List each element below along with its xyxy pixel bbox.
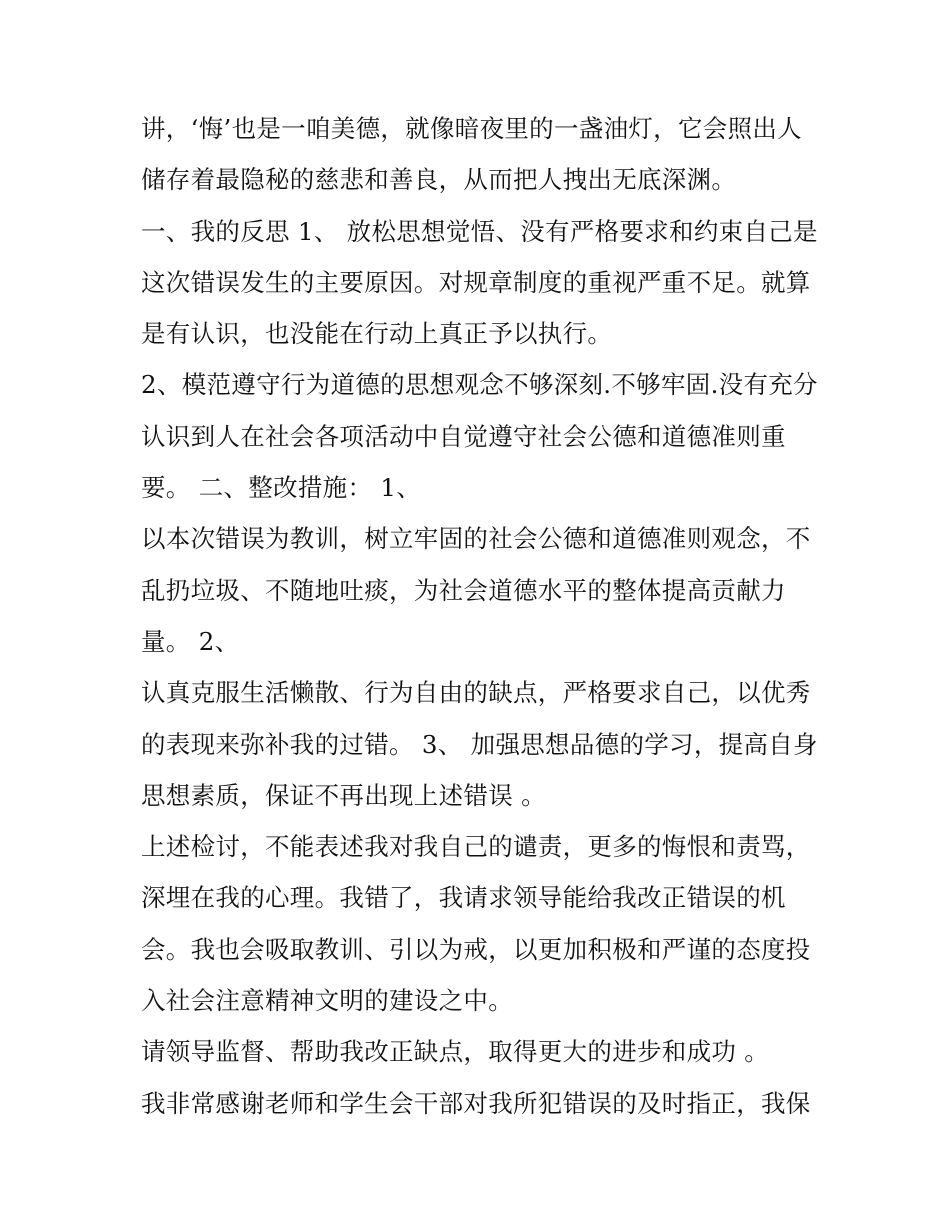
text-line: 深埋在我的心理。我错了，我请求领导能给我改正错误的机 [141,883,786,913]
text-line: 认真克服生活懒散、行为自由的缺点，严格要求自己，以优秀 [141,678,811,708]
text-line: 的表现来弥补我的过错。 3、 加强思想品德的学习，提高自身 [141,729,818,759]
document-body [141,103,821,1129]
text-line: 以本次错误为教训，树立牢固的社会公德和道德准则观念，不 [141,524,811,554]
text-line: 会。我也会吸取教训、引以为戒，以更加积极和严谨的态度投 [141,934,811,964]
text-line: 一、我的反思 1、 放松思想觉悟、没有严格要求和约束自己是 [141,216,818,246]
text-line: 思想素质，保证不再出现上述错误 。 [141,780,546,810]
text-line: 认识到人在社会各项活动中自觉遵守社会公德和道德准则重 [141,421,786,451]
text-line: 2、模范遵守行为道德的思想观念不够深刻.不够牢固.没有充分 [141,370,818,400]
text-line: 储存着最隐秘的慈悲和善良，从而把人拽出无底深渊。 [141,165,737,195]
text-line: 要。 二、整改措施： 1、 [141,473,422,503]
text-line: 入社会注意精神文明的建设之中。 [141,986,513,1016]
text-line: 乱扔垃圾、不随地吐痰，为社会道德水平的整体提高贡献力 [141,575,786,605]
text-line: 上述检讨，不能表述我对我自己的谴责，更多的悔恨和责骂， [141,832,811,862]
text-line: 请领导监督、帮助我改正缺点，取得更大的进步和成功 。 [141,1037,770,1067]
text-line: 讲，‘悔’也是一咱美德，就像暗夜里的一盏油灯，它会照出人 [141,114,802,143]
text-line: 我非常感谢老师和学生会干部对我所犯错误的及时指正，我保 [141,1088,811,1118]
text-line: 是有认识，也没能在行动上真正予以执行。 [141,319,613,349]
text-line: 量。 2、 [141,626,240,656]
text-line: 这次错误发生的主要原因。对规章制度的重视严重不足。就算 [141,267,811,297]
